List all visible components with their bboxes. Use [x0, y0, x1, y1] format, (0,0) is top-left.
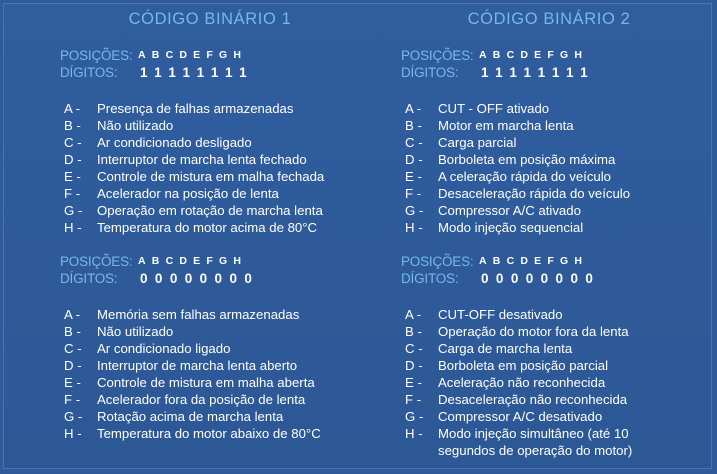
item-key: F -: [405, 392, 422, 407]
list-item: [405, 185, 630, 202]
item-key: G -: [64, 203, 83, 218]
item-key: B -: [64, 118, 81, 133]
item-key: C -: [64, 135, 82, 150]
list-item: [405, 219, 630, 236]
list-item: [405, 374, 648, 391]
positions-label: POSIÇÕES:: [401, 254, 474, 269]
binary-code-2-ones-list: [405, 100, 630, 236]
item-key: E -: [405, 375, 422, 390]
item-description: Carga de marcha lenta: [438, 341, 573, 356]
positions-label: POSIÇÕES:: [60, 48, 133, 63]
item-description: Borboleta em posição parcial: [438, 358, 609, 373]
item-key: A -: [405, 101, 422, 116]
item-description: Memória sem falhas armazenadas: [97, 307, 300, 322]
item-key: B -: [64, 324, 81, 339]
item-description: Ar condicionado desligado: [97, 135, 252, 150]
positions-label: POSIÇÕES:: [401, 48, 474, 63]
digits-value: 00000000: [140, 271, 260, 286]
item-description: Operação em rotação de marcha lenta: [97, 203, 323, 218]
binary-code-2-title: CÓDIGO BINÁRIO 2: [467, 10, 631, 28]
digits-value: 00000000: [481, 271, 601, 286]
item-key: A -: [405, 307, 422, 322]
list-item: [405, 306, 648, 323]
item-key: G -: [405, 409, 424, 424]
item-key: G -: [64, 409, 83, 424]
list-item: [64, 408, 321, 425]
digits-label: DÍGITOS:: [60, 271, 118, 286]
item-key: E -: [64, 169, 81, 184]
positions-letters: ABCDEFGH: [138, 255, 248, 267]
binary-code-1-ones-list: [64, 100, 324, 236]
item-key: F -: [64, 186, 81, 201]
list-item: [405, 340, 648, 357]
digits-label: DÍGITOS:: [401, 271, 459, 286]
positions-letters: ABCDEFGH: [138, 49, 248, 61]
list-item: [64, 219, 324, 236]
item-description: Interruptor de marcha lenta fechado: [97, 152, 307, 167]
list-item: [405, 100, 630, 117]
item-description: Modo injeção simultâneo (até 10 segundos de operação do motor): [438, 426, 633, 458]
item-key: C -: [405, 135, 423, 150]
list-item: [405, 425, 648, 459]
item-description: Aceleração não reconhecida: [438, 375, 606, 390]
list-item: [64, 340, 321, 357]
item-key: C -: [405, 341, 423, 356]
item-description: Controle de mistura em malha aberta: [97, 375, 315, 390]
item-key: B -: [405, 118, 422, 133]
item-key: H -: [405, 426, 423, 441]
item-key: E -: [405, 169, 422, 184]
item-key: F -: [405, 186, 422, 201]
positions-letters: ABCDEFGH: [479, 255, 589, 267]
item-description: Modo injeção sequencial: [438, 220, 584, 235]
list-item: [64, 168, 324, 185]
item-description: CUT - OFF ativado: [438, 101, 550, 116]
list-item: [64, 100, 324, 117]
item-description: Acelerador fora da posição de lenta: [97, 392, 306, 407]
item-description: Desaceleração rápida do veículo: [438, 186, 631, 201]
binary-code-2-zeros-list: [405, 306, 648, 459]
item-key: A -: [64, 307, 81, 322]
digits-value: 11111111: [481, 65, 596, 80]
item-key: D -: [405, 358, 423, 373]
item-description: Não utilizado: [97, 118, 174, 133]
item-key: B -: [405, 324, 422, 339]
item-description: Borboleta em posição máxima: [438, 152, 616, 167]
item-description: Desaceleração não reconhecida: [438, 392, 628, 407]
list-item: [64, 391, 321, 408]
item-description: Temperatura do motor acima de 80°C: [97, 220, 318, 235]
list-item: [405, 117, 630, 134]
item-description: Operação do motor fora da lenta: [438, 324, 629, 339]
item-key: H -: [64, 220, 82, 235]
item-description: Motor em marcha lenta: [438, 118, 574, 133]
digits-label: DÍGITOS:: [401, 65, 459, 80]
list-item: [64, 202, 324, 219]
item-key: A -: [64, 101, 81, 116]
list-item: [405, 357, 648, 374]
item-key: D -: [64, 358, 82, 373]
item-key: H -: [405, 220, 423, 235]
item-key: H -: [64, 426, 82, 441]
item-description: Ar condicionado ligado: [97, 341, 231, 356]
list-item: [64, 117, 324, 134]
item-key: F -: [64, 392, 81, 407]
list-item: [64, 306, 321, 323]
item-key: E -: [64, 375, 81, 390]
list-item: [64, 357, 321, 374]
item-description: Compressor A/C desativado: [438, 409, 603, 424]
binary-code-1-zeros-list: [64, 306, 321, 442]
list-item: [405, 202, 630, 219]
list-item: [405, 151, 630, 168]
item-key: G -: [405, 203, 424, 218]
item-key: D -: [64, 152, 82, 167]
list-item: [405, 391, 648, 408]
item-description: A celeração rápida do veículo: [438, 169, 612, 184]
item-key: C -: [64, 341, 82, 356]
item-key: D -: [405, 152, 423, 167]
digits-value: 11111111: [140, 65, 255, 80]
list-item: [64, 374, 321, 391]
item-description: Compressor A/C ativado: [438, 203, 581, 218]
item-description: Interruptor de marcha lenta aberto: [97, 358, 298, 373]
list-item: [405, 168, 630, 185]
item-description: Rotação acima de marcha lenta: [97, 409, 284, 424]
binary-code-1-title: CÓDIGO BINÁRIO 1: [128, 10, 292, 28]
item-description: Controle de mistura em malha fechada: [97, 169, 325, 184]
list-item: [64, 134, 324, 151]
item-description: Não utilizado: [97, 324, 174, 339]
item-description: Acelerador na posição de lenta: [97, 186, 279, 201]
positions-label: POSIÇÕES:: [60, 254, 133, 269]
list-item: [405, 134, 630, 151]
list-item: [64, 425, 321, 442]
list-item: [64, 185, 324, 202]
digits-label: DÍGITOS:: [60, 65, 118, 80]
item-description: CUT-OFF desativado: [438, 307, 563, 322]
binary-code-panel: [3, 3, 712, 469]
item-description: Presença de falhas armazenadas: [97, 101, 294, 116]
list-item: [64, 323, 321, 340]
list-item: [64, 151, 324, 168]
list-item: [405, 323, 648, 340]
list-item: [405, 408, 648, 425]
item-description: Carga parcial: [438, 135, 517, 150]
positions-letters: ABCDEFGH: [479, 49, 589, 61]
item-description: Temperatura do motor abaixo de 80°C: [97, 426, 321, 441]
